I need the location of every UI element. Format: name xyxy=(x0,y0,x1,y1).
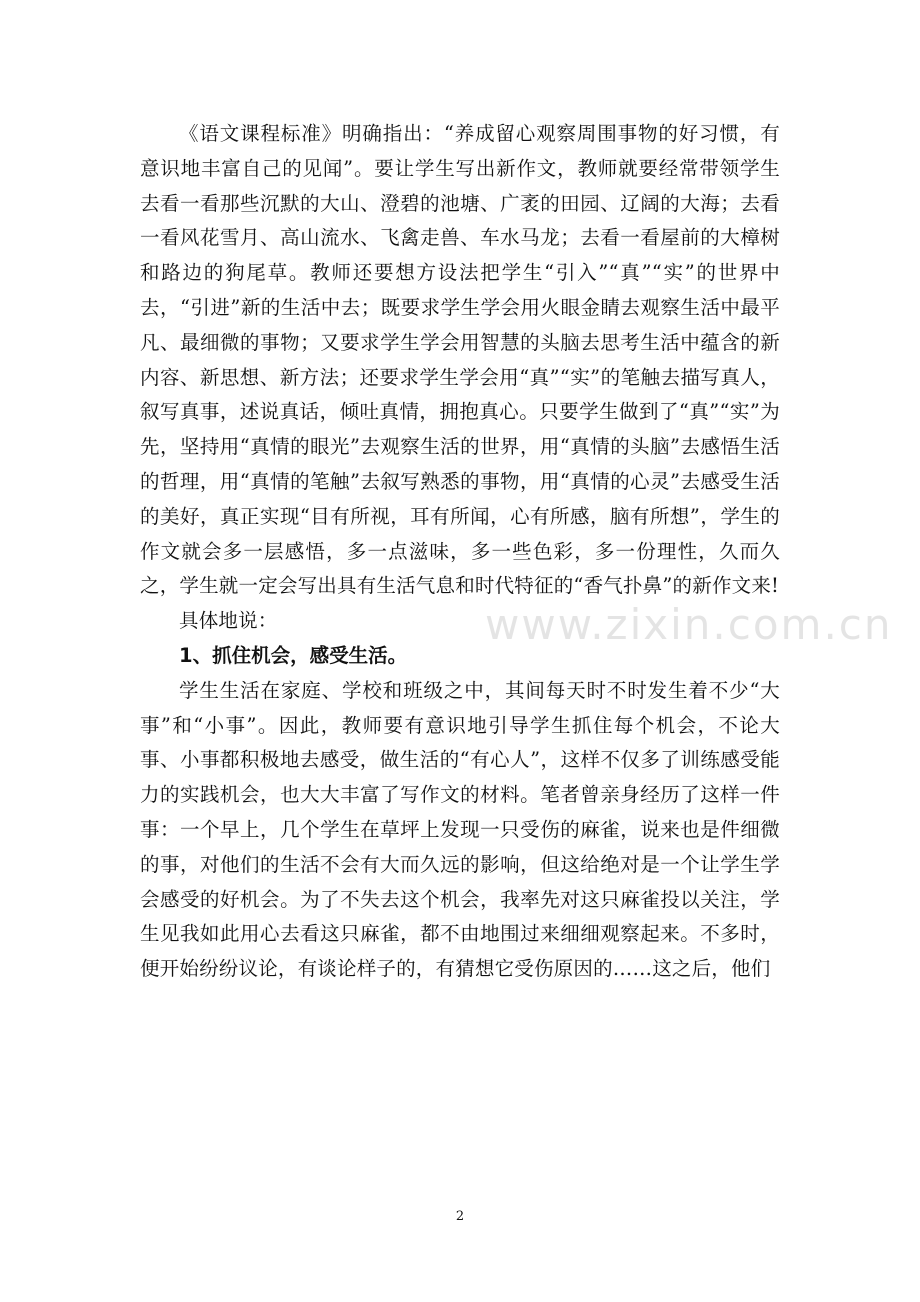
paragraph-specifically: 具体地说： xyxy=(179,609,278,633)
section-heading: 1、抓住机会，感受生活。 xyxy=(179,643,408,667)
paragraph-student-life: 学生生活在家庭、学校和班级之中，其间每天时不时发生着不少“大事”和“小事”。因此，教师要有意识地引导学生抓住每个机会，不论大事、小事都积极地去感受，做生活的“有心人”，这样不仅多了训练感受能力的实践机会，也大大丰富了写作文的材料。笔者曾亲身经历了这样一件事：一个早上，几个学生在草坪上发现一只受伤的麻雀，说来也是件细微的事，对他们的生活不会有大而久远的影响，但这给绝对是一个让学生学会感受的好机会。为了不失去这个机会，我率先对这只麻雀投以关注，学生见我如此用心去看这只麻雀，都不由地围过来细细观察起来。不多时，便开始纷纷议论，有谈论样子的，有猜想它受伤原因的……这之后，他们 xyxy=(140,678,780,981)
page-number: 2 xyxy=(455,1209,465,1224)
watermark: www.zixin.com.cn xyxy=(485,600,893,649)
document-body xyxy=(140,117,780,987)
paragraph-curriculum-standard: 《语文课程标准》明确指出：“养成留心观察周围事物的好习惯，有意识地丰富自己的见闻”。要让学生写出新作文，教师就要经常带领学生去看一看那些沉默的大山、澄碧的池塘、广袤的田园、辽阔的大海；去看一看风花雪月、高山流水、飞禽走兽、车水马龙；去看一看屋前的大樟树和路边的狗尾草。教师还要想方设法把学生“引入”“真”“实”的世界中去，“引进”新的生活中去；既要求学生学会用火眼金睛去观察生活中最平凡、最细微的事物；又要求学生学会用智慧的头脑去思考生活中蕴含的新内容、新思想、新方法；还要求学生学会用“真”“实”的笔触去描写真人，叙写真事，述说真话，倾吐真情，拥抱真心。只要学生做到了“真”“实”为先，坚持用“真情的眼光”去观察生活的世界，用“真情的头脑”去感悟生活的哲理，用“真情的笔触”去叙写熟悉的事物，用“真情的心灵”去感受生活的美好，真正实现“目有所视，耳有所闻，心有所感，脑有所想”，学生的作文就会多一层感悟，多一点滋味，多一些色彩，多一份理性，久而久之，学生就一定会写出具有生活气息和时代特征的“香气扑鼻”的新作文来! xyxy=(140,122,780,598)
